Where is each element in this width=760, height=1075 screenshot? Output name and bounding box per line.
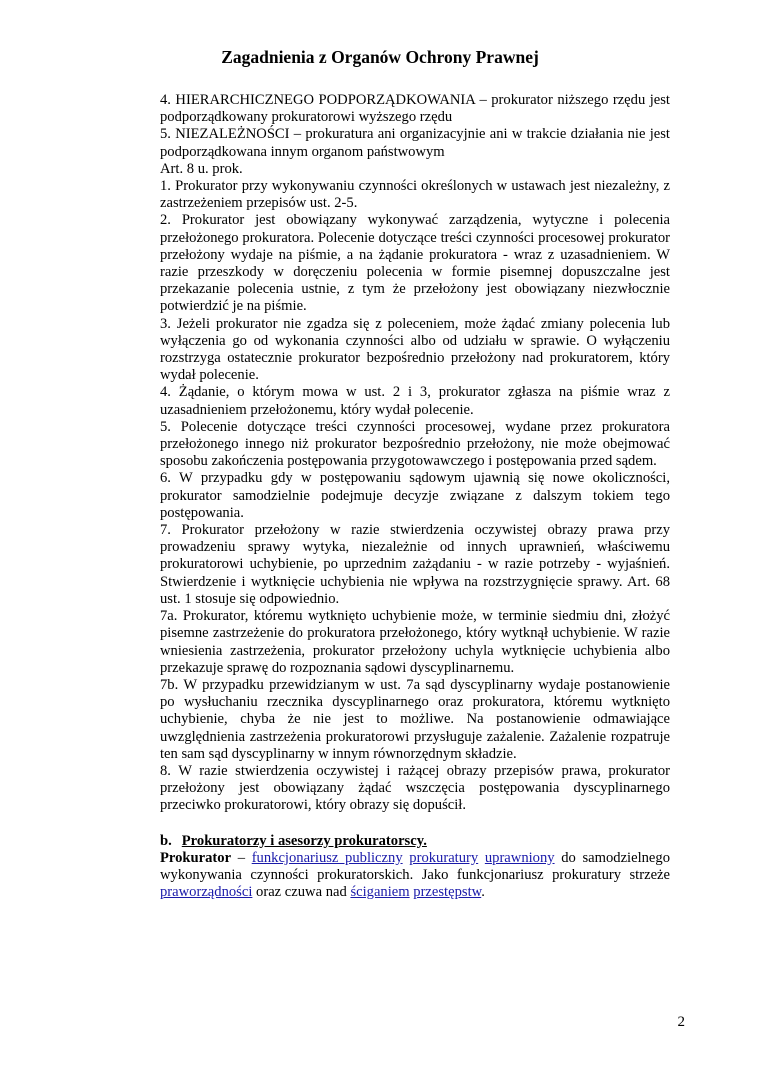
page-title: Zagadnienia z Organów Ochrony Prawnej [221, 47, 539, 67]
paragraph-art-8-6: 6. W przypadku gdy w postępowaniu sądowym ujawnią się nowe okoliczności, prokurator samodzielnie podejmuje decyzje związane z dalszym tokiem tego postępowania. [160, 470, 670, 521]
paragraph-art-8-7a: 7a. Prokurator, któremu wytknięto uchybienie może, w terminie siedmiu dni, złożyć pisemne zastrzeżenie do prokuratora przełożonego, który wytknął uchybienie. W razie wniesienia zastrzeżenia, prokurator przełożony uchyla wytknięcie uchybienia albo przekazuje sprawę do rozpoznania sądowi dyscyplinarnemu. [160, 608, 670, 676]
page-number: 2 [677, 1014, 685, 1030]
paragraph-art-8-8: 8. W razie stwierdzenia oczywistej i rażącej obrazy przepisów prawa, prokurator przełożony jest obowiązany żądać wszczęcia postępowania dyscyplinarnego przeciwko prokuratorowi, który obrazy się dopuścił. [160, 762, 670, 814]
paragraph-art-8-5: 5. Polecenie dotyczące treści czynności procesowej, wydane przez prokuratora przełożonego innego niż prokurator bezpośrednio przełożony, nie może obejmować sposobu zakończenia postępowania przygotowawczego i postępowania przed sądem. [160, 418, 670, 470]
link-praworzadnosci[interactable]: praworządności [160, 884, 253, 901]
link-prokuratury[interactable]: prokuratury [409, 849, 479, 866]
link-sciganiem[interactable]: ściganiem [350, 884, 410, 901]
section-b-heading [160, 833, 670, 850]
paragraph-hierarchical-subordination: 4. HIERARCHICZNEGO PODPORZĄDKOWANIA – prokurator niższego rzędu jest podporządkowany prokuratorowi wyższego rzędu [160, 92, 670, 126]
paragraph-art-8-4: 4. Żądanie, o którym mowa w ust. 2 i 3, prokurator zgłasza na piśmie wraz z uzasadnieniem przełożonemu, który wydał polecenie. [160, 384, 670, 418]
document-body [160, 92, 670, 901]
link-przestepstw[interactable]: przestępstw [413, 884, 482, 901]
definition-end: . [481, 884, 485, 901]
definition-paragraph [160, 850, 670, 902]
link-uprawniony[interactable]: uprawniony [484, 849, 555, 866]
section-b-title: Prokuratorzy i asesorzy prokuratorscy. [181, 832, 427, 849]
section-b-label: b. [160, 832, 172, 849]
definition-text-1: do samodzielnego wykonywania czynności prokuratorskich. Jako funkcjonariusz prokuratury strzeże [160, 849, 670, 883]
definition-term: Prokurator [160, 849, 232, 866]
paragraph-art-8-7: 7. Prokurator przełożony w razie stwierdzenia oczywistej obrazy prawa przy prowadzeniu sprawy wytyka, niezależnie od innych uprawnień, właściwemu prokuratorowi uchybienie, po uprzednim zażądaniu - w razie potrzeby - wyjaśnień. Stwierdzenie i wytknięcie uchybienia nie wpływa na rozstrzygnięcie sprawy. Art. 68 ust. 1 stosuje się odpowiednio. [160, 522, 670, 607]
definition-dash: – [231, 849, 252, 866]
paragraph-art-8-heading: Art. 8 u. prok. [160, 160, 243, 177]
paragraph-independence: 5. NIEZALEŻNOŚCI – prokuratura ani organizacyjnie ani w trakcie działania nie jest podporządkowana innym organom państwowym [160, 126, 670, 160]
paragraph-art-8-7b: 7b. W przypadku przewidzianym w ust. 7a sąd dyscyplinarny wydaje postanowienie po wysłuchaniu rzecznika dyscyplinarnego oraz prokuratora, któremu wytknięto uchybienie, chyba że nie jest to możliwe. Na postanowienie odmawiające uwzględnienia zastrzeżenia prokuratorowi przysługuje zażalenie. Zażalenie rozpatruje ten sam sąd dyscyplinarny w innym równorzędnym składzie. [160, 676, 670, 762]
definition-text-2: oraz czuwa nad [252, 884, 351, 901]
link-funkcjonariusz-publiczny[interactable]: funkcjonariusz publiczny [251, 849, 403, 866]
paragraph-art-8-2: 2. Prokurator jest obowiązany wykonywać zarządzenia, wytyczne i polecenia przełożonego prokuratora. Polecenie dotyczące treści czynności procesowej prokurator przełożony wydaje na piśmie, a na żądanie prokuratora - wraz z uzasadnieniem. W razie przeszkody w doręczeniu polecenia w formie pisemnej dopuszczalne jest przekazanie polecenia ustnie, z tym że przełożony jest obowiązany niezwłocznie potwierdzić je na piśmie. [160, 212, 670, 315]
paragraph-art-8-3: 3. Jeżeli prokurator nie zgadza się z poleceniem, może żądać zmiany polecenia lub wyłączenia go od wykonania czynności albo od udziału w sprawie. O wyłączeniu rozstrzyga ostatecznie prokurator bezpośrednio przełożony nad prokuratorem, który wydał polecenie. [160, 315, 670, 384]
paragraph-art-8-1: 1. Prokurator przy wykonywaniu czynności określonych w ustawach jest niezależny, z zastrzeżeniem przepisów ust. 2-5. [160, 178, 670, 212]
